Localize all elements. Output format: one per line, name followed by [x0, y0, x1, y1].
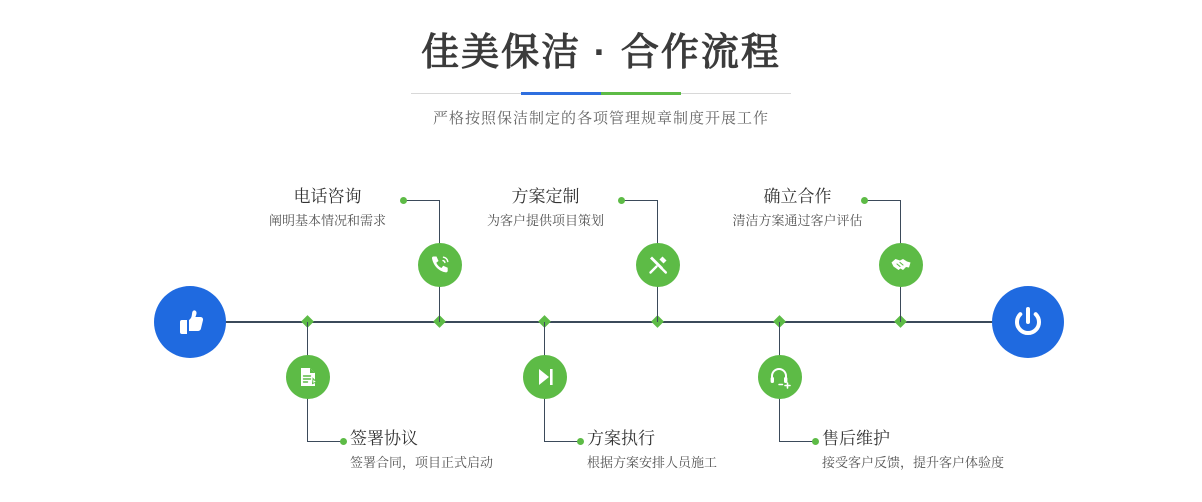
headset-support-icon: [768, 365, 792, 389]
handshake-icon: [889, 253, 913, 277]
step-connector: [622, 200, 658, 201]
step-connector: [779, 441, 815, 442]
step-icon-5: [879, 243, 923, 287]
step-label-5: [710, 186, 885, 231]
step-label-dot: [618, 197, 625, 204]
step-icon-1: [418, 243, 462, 287]
step-connector: [544, 441, 580, 442]
step-desc: 接受客户反馈，提升客户体验度: [822, 455, 1005, 470]
step-label-1: [255, 186, 400, 231]
step-desc: 签署合同，项目正式启动: [350, 455, 494, 470]
step-title: 签署协议: [350, 429, 418, 448]
step-label-2: [350, 428, 493, 473]
step-desc: 清洁方案通过客户评估: [732, 213, 863, 228]
step-label-6: [822, 428, 1004, 473]
timeline-start-node: [154, 286, 226, 358]
step-title: 电话咨询: [293, 187, 362, 206]
power-icon: [1008, 302, 1048, 342]
tools-icon: [646, 253, 670, 277]
step-title: 方案定制: [511, 187, 580, 206]
step-label-4: [587, 428, 717, 473]
step-icon-6: [758, 355, 802, 399]
step-label-3: [473, 186, 618, 231]
step-title: 售后维护: [822, 429, 890, 448]
step-icon-4: [523, 355, 567, 399]
step-label-dot: [812, 438, 819, 445]
document-edit-icon: [296, 365, 320, 389]
step-label-dot: [400, 197, 407, 204]
thumbs-up-icon: [170, 302, 210, 342]
step-icon-2: [286, 355, 330, 399]
step-desc: 阐明基本情况和需求: [268, 213, 386, 228]
step-title: 确立合作: [763, 187, 832, 206]
step-connector: [307, 441, 343, 442]
step-desc: 为客户提供项目策划: [486, 213, 604, 228]
phone-ring-icon: [428, 253, 452, 277]
step-desc: 根据方案安排人员施工: [587, 455, 718, 470]
timeline-end-node: [992, 286, 1064, 358]
play-forward-icon: [533, 365, 557, 389]
step-icon-3: [636, 243, 680, 287]
page-subtitle: 严格按照保洁制定的各项管理规章制度开展工作: [432, 110, 769, 127]
page-title: 佳美保洁 · 合作流程: [421, 32, 781, 74]
step-connector: [404, 200, 440, 201]
step-title: 方案执行: [587, 429, 655, 448]
step-label-dot: [577, 438, 584, 445]
step-label-dot: [340, 438, 347, 445]
